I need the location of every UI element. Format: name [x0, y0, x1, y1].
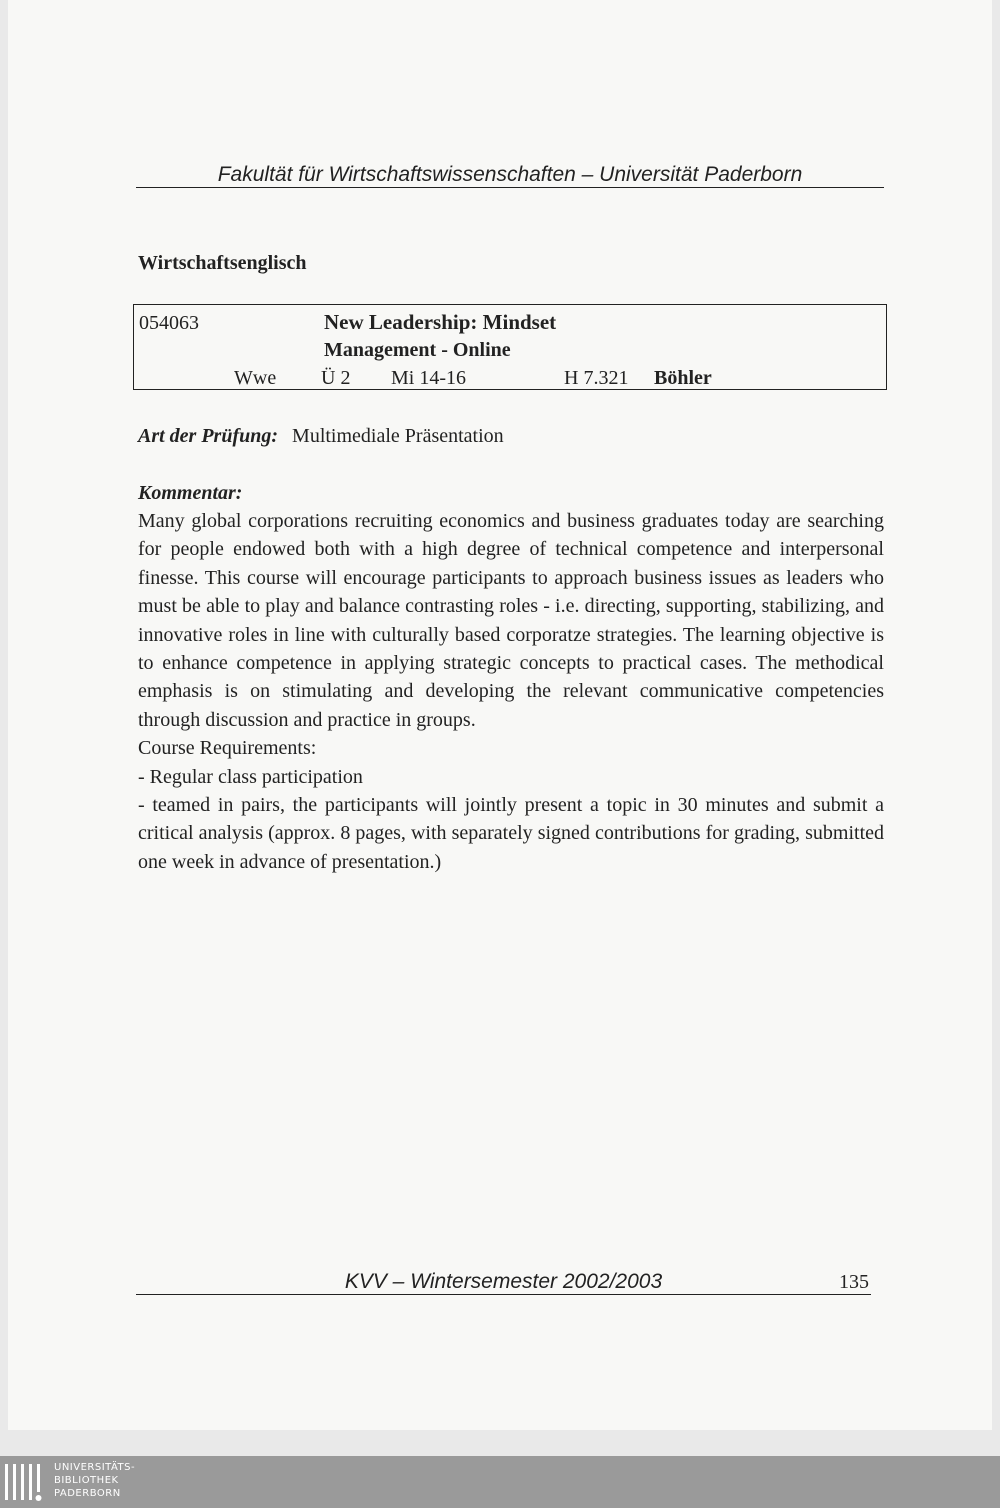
course-info-box [133, 304, 887, 390]
exam-label: Art der Prüfung: [138, 425, 279, 447]
page-number: 135 [839, 1271, 869, 1293]
course-title-line1: New Leadership: Mindset [324, 310, 557, 334]
commentary-body [138, 507, 884, 876]
commentary-label: Kommentar: [138, 482, 243, 504]
library-logo-icon [4, 1460, 48, 1504]
requirement-item: - teamed in pairs, the participants will jointly present a topic in 30 minutes and submit a critical analysis (approx. 8 pages, with separately signed contributions for grading, submitted one week in advance of presentation.) [138, 794, 884, 873]
header-title: Fakultät für Wirtschaftswissenschaften – Universität Paderborn [217, 163, 803, 186]
commentary-paragraph: Many global corporations recruiting economics and business graduates today are searching for people endowed both with a high degree of technical competence and interpersonal finesse. This course will encourage participants to approach business issues as leaders who must be able to play and balance contrasting roles - i.e. directing, supporting, stabilizing, and innovative roles in line with culturally based corporatze strategies. The learning objective is to enhance competence in applying strategic concepts to practical cases. The methodical emphasis is on stimulating and developing the relevant communicative competencies through discussion and practice in groups. [138, 510, 884, 731]
exam-type [138, 425, 504, 448]
requirements-label: Course Requirements: [138, 737, 317, 760]
library-name: UNIVERSITÄTS- BIBLIOTHEK PADERBORN [54, 1462, 136, 1499]
footer-title: KVV – Wintersemester 2002/2003 [344, 1270, 663, 1293]
course-time: Mi 14-16 [391, 367, 466, 389]
course-room: H 7.321 [564, 367, 629, 389]
section-title: Wirtschaftsenglisch [138, 252, 307, 274]
course-number: 054063 [139, 312, 199, 334]
page-footer [136, 1270, 871, 1295]
course-type: Wwe [234, 367, 277, 389]
page-header [136, 163, 884, 188]
requirement-item: - Regular class participation [138, 765, 363, 788]
course-title-line2: Management - Online [324, 339, 511, 361]
library-stamp-bar [0, 1456, 1000, 1508]
course-lecturer: Böhler [654, 367, 712, 389]
exam-value: Multimediale Präsentation [292, 425, 504, 447]
course-sws: Ü 2 [321, 367, 351, 389]
